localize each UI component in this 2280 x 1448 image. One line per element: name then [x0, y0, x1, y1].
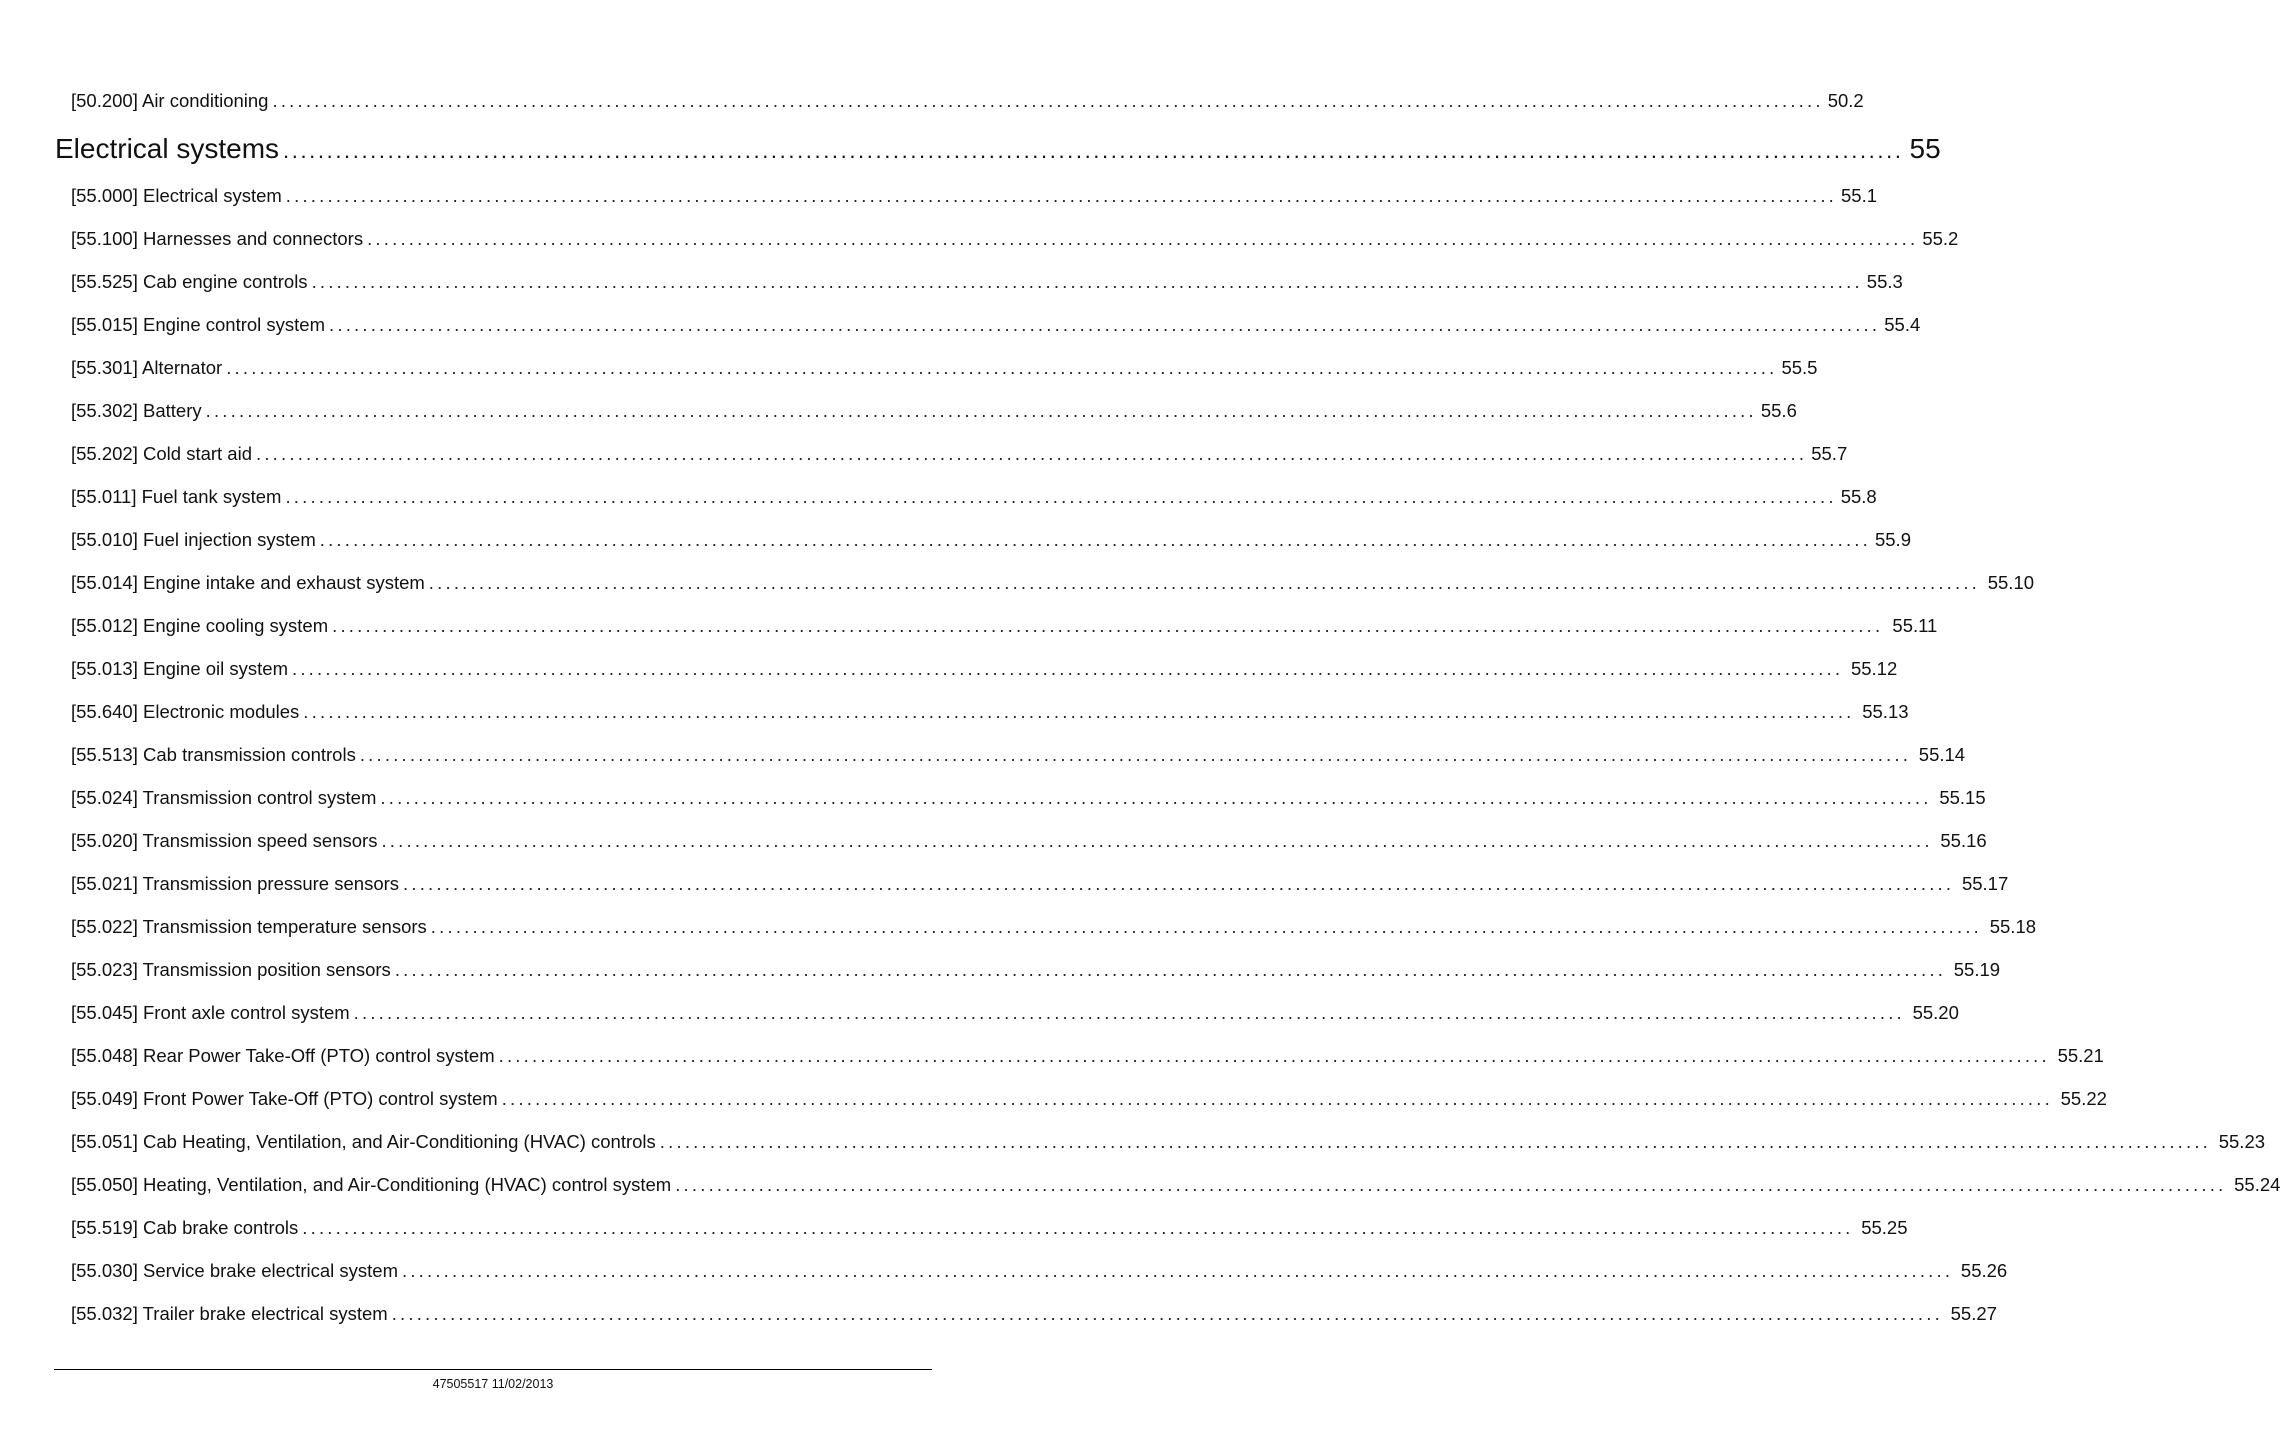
toc-entry-label: [55.024] Transmission control system — [71, 787, 377, 808]
dot-leader: .......................................................................................................................................................................................... — [401, 1260, 1954, 1281]
dot-leader: .......................................................................................................................................................................................... — [256, 443, 1808, 464]
toc-entry[interactable] — [71, 397, 1797, 425]
toc-entry-label: [55.301] Alternator — [71, 357, 223, 378]
toc-entry[interactable] — [71, 827, 1987, 855]
dot-leader: .......................................................................................................................................................................................... — [285, 185, 1838, 206]
dot-leader: .......................................................................................................................................................................................... — [659, 1131, 2212, 1152]
toc-entry[interactable] — [71, 483, 1877, 511]
dot-leader: .......................................................................................................................................................................................... — [303, 701, 1855, 722]
toc-entry-page: 55.8 — [1840, 486, 1877, 507]
section-heading[interactable] — [55, 129, 1941, 169]
toc-entry-label: [55.000] Electrical system — [71, 185, 282, 206]
toc-entry-page: 55.14 — [1918, 744, 1966, 765]
toc-entry-page: 55.15 — [1939, 787, 1986, 808]
toc-entry-label: [55.525] Cab engine controls — [71, 271, 308, 292]
toc-entry[interactable] — [71, 440, 1848, 468]
dot-leader: .......................................................................................................................................................................................... — [359, 744, 1912, 765]
toc-entry-label: [55.049] Front Power Take-Off (PTO) control system — [71, 1088, 498, 1109]
toc-entry-page: 55.7 — [1811, 443, 1848, 464]
toc-entry[interactable] — [71, 354, 1818, 382]
toc-entry-page: 55.2 — [1922, 228, 1959, 249]
toc-entry[interactable] — [71, 1042, 2104, 1070]
toc-entry[interactable] — [71, 1128, 2266, 1156]
toc-entry-page: 55.12 — [1850, 658, 1898, 679]
section-page: 55 — [1909, 133, 1941, 164]
toc-entry[interactable] — [71, 268, 1903, 296]
toc-entry-label: [55.022] Transmission temperature sensors — [71, 916, 427, 937]
toc-entry[interactable] — [71, 870, 2009, 898]
toc-entry[interactable] — [71, 182, 1878, 210]
toc-entry-page: 55.5 — [1781, 357, 1818, 378]
toc-entry[interactable] — [71, 784, 1986, 812]
toc-entry-page: 50.2 — [1827, 90, 1864, 111]
dot-leader: .......................................................................................................................................................................................... — [332, 615, 1884, 636]
dot-leader: .......................................................................................................................................................................................... — [353, 1002, 1905, 1023]
toc-entry-page: 55.6 — [1760, 400, 1797, 421]
toc-entry[interactable] — [71, 655, 1898, 683]
dot-leader: .......................................................................................................................................................................................... — [498, 1045, 2050, 1066]
toc-entry-label: [55.021] Transmission pressure sensors — [71, 873, 400, 894]
toc-entry-page: 55.22 — [2060, 1088, 2107, 1109]
toc-entry-page: 55.9 — [1874, 529, 1911, 550]
toc-entry[interactable] — [71, 1085, 2107, 1113]
toc-entry-label: [55.045] Front axle control system — [71, 1002, 350, 1023]
dot-leader: .......................................................................................................................................................................................... — [292, 658, 1844, 679]
toc-entry[interactable] — [71, 526, 1911, 554]
dot-leader: .......................................................................................................................................................................................... — [319, 529, 1871, 550]
toc-entry[interactable] — [71, 1171, 2280, 1199]
toc-entry-page: 55.17 — [1961, 873, 2009, 894]
dot-leader: .......................................................................................................................................................................................... — [675, 1174, 2227, 1195]
toc-entry-label: [55.015] Engine control system — [71, 314, 326, 335]
toc-entry-label: [55.010] Fuel injection system — [71, 529, 316, 550]
section-title: Electrical systems — [55, 133, 280, 164]
toc-entry-label: [55.012] Engine cooling system — [71, 615, 329, 636]
toc-entry[interactable] — [71, 1214, 1908, 1242]
toc-entry-page: 55.20 — [1912, 1002, 1959, 1023]
toc-entry[interactable] — [71, 569, 2035, 597]
dot-leader: .......................................................................................................................................................................................... — [428, 572, 1981, 593]
toc-entry-label: [55.023] Transmission position sensors — [71, 959, 391, 980]
dot-leader: .......................................................................................................................................................................................... — [391, 1303, 1943, 1324]
toc-entry[interactable] — [71, 741, 1966, 769]
toc-entry-page: 55.10 — [1987, 572, 2035, 593]
toc-entry[interactable] — [71, 956, 2001, 984]
dot-leader: .......................................................................................................................................................................................... — [311, 271, 1863, 292]
toc-entry-label: [55.013] Engine oil system — [71, 658, 288, 679]
footer-doc-id: 47505517 11/02/2013 — [432, 1377, 554, 1391]
toc-entry[interactable] — [71, 225, 1959, 253]
toc-entry-label: [55.030] Service brake electrical system — [71, 1260, 398, 1281]
toc-entry-label: [55.519] Cab brake controls — [71, 1217, 299, 1238]
toc-entry-label: [55.011] Fuel tank system — [71, 486, 282, 507]
dot-leader: .......................................................................................................................................................................................... — [430, 916, 1983, 937]
dot-leader: .......................................................................................................................................................................................... — [329, 314, 1881, 335]
dot-leader: .......................................................................................................................................................................................... — [283, 138, 1904, 163]
toc-entry[interactable] — [71, 87, 1864, 115]
toc-entry-label: [55.100] Harnesses and connectors — [71, 228, 364, 249]
toc-entry[interactable] — [71, 913, 2037, 941]
dot-leader: .......................................................................................................................................................................................... — [302, 1217, 1854, 1238]
toc-entry[interactable] — [71, 311, 1921, 339]
toc-entry-label: [55.513] Cab transmission controls — [71, 744, 356, 765]
dot-leader: .......................................................................................................................................................................................... — [501, 1088, 2053, 1109]
toc-entry-page: 55.26 — [1960, 1260, 2008, 1281]
dot-leader: .......................................................................................................................................................................................... — [205, 400, 1757, 421]
toc-entry-label: [55.032] Trailer brake electrical system — [71, 1303, 388, 1324]
toc-entry-label: [50.200] Air conditioning — [71, 90, 269, 111]
toc-entry-page: 55.24 — [2234, 1174, 2280, 1195]
toc-entry-label: [55.048] Rear Power Take-Off (PTO) control system — [71, 1045, 495, 1066]
toc-entry-page: 55.11 — [1892, 615, 1938, 636]
toc-entry[interactable] — [71, 999, 1959, 1027]
toc-entry[interactable] — [71, 698, 1909, 726]
toc-entry-label: [55.051] Cab Heating, Ventilation, and Air-Conditioning (HVAC) controls — [71, 1131, 656, 1152]
toc-entry-label: [55.050] Heating, Ventilation, and Air-Conditioning (HVAC) control system — [71, 1174, 672, 1195]
dot-leader: .......................................................................................................................................................................................... — [403, 873, 1955, 894]
toc-entry-label: [55.302] Battery — [71, 400, 202, 421]
dot-leader: .......................................................................................................................................................................................... — [394, 959, 1947, 980]
dot-leader: .......................................................................................................................................................................................... — [285, 486, 1837, 507]
toc-entry-page: 55.18 — [1989, 916, 2037, 937]
toc-entry-page: 55.3 — [1866, 271, 1903, 292]
toc-entry-page: 55.25 — [1861, 1217, 1908, 1238]
dot-leader: .......................................................................................................................................................................................... — [226, 357, 1778, 378]
toc-entry-page: 55.13 — [1862, 701, 1909, 722]
toc-entry-label: [55.014] Engine intake and exhaust system — [71, 572, 425, 593]
toc-entry-label: [55.202] Cold start aid — [71, 443, 252, 464]
dot-leader: .......................................................................................................................................................................................... — [381, 830, 1933, 851]
dot-leader: .......................................................................................................................................................................................... — [367, 228, 1919, 249]
dot-leader: .......................................................................................................................................................................................... — [380, 787, 1932, 808]
toc-entry-page: 55.16 — [1940, 830, 1987, 851]
toc-entry[interactable] — [71, 612, 1938, 640]
toc-entry-page: 55.27 — [1950, 1303, 1997, 1324]
toc-entry-page: 55.1 — [1841, 185, 1878, 206]
toc-entry-page: 55.4 — [1884, 314, 1921, 335]
toc-entry[interactable] — [71, 1257, 2008, 1285]
toc-entry-page: 55.21 — [2057, 1045, 2104, 1066]
footer-divider — [54, 1369, 932, 1370]
dot-leader: .......................................................................................................................................................................................... — [272, 90, 1824, 111]
toc-entry-page: 55.19 — [1953, 959, 2001, 980]
toc-entry[interactable] — [71, 1300, 1997, 1328]
toc-entry-page: 55.23 — [2218, 1131, 2266, 1152]
toc-entry-label: [55.640] Electronic modules — [71, 701, 300, 722]
toc-entry-label: [55.020] Transmission speed sensors — [71, 830, 378, 851]
